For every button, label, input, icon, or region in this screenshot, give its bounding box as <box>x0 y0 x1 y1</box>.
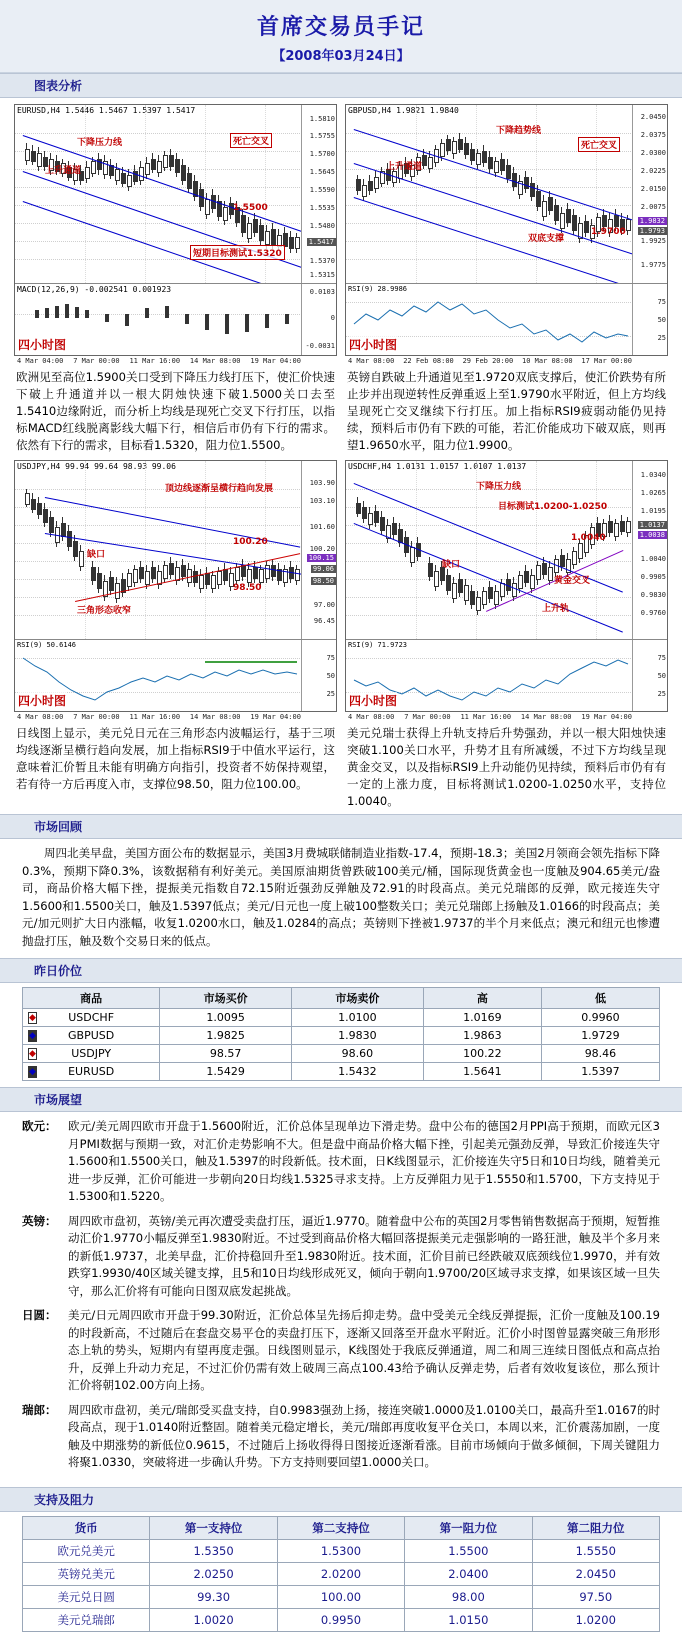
annotation-level-19700: 1.9700 <box>591 227 626 237</box>
price-tag-19832: 1.9832 <box>639 217 665 225</box>
chart-cell-eurusd <box>14 104 337 454</box>
annotation-triangle-narrowing: 三角形态收窄 <box>77 606 132 616</box>
xaxis-tick: 19 Mar 04:00 <box>250 357 301 365</box>
axis-label: 0.9760 <box>640 609 666 617</box>
review-body <box>0 839 682 958</box>
gbpusd-chart <box>345 104 668 356</box>
annotation-target-15320: 短期目标测试1.5320 <box>190 245 285 260</box>
cell-s2: 1.5300 <box>277 1539 404 1562</box>
usdchf-axis <box>632 461 667 639</box>
outlook-label-jpy: 日圆： <box>22 1308 57 1322</box>
axis-label: 0.9905 <box>640 573 666 581</box>
gbpusd-candles <box>346 105 633 283</box>
axis-label: 1.5700 <box>309 150 335 158</box>
axis-label: 1.5535 <box>309 204 335 212</box>
xaxis-tick: 19 Mar 04:00 <box>250 713 301 721</box>
current-price-tag: 1.5417 <box>308 238 334 246</box>
annotation-up-rail: 上升轨 <box>542 604 570 614</box>
xaxis-tick: 14 Mar 08:00 <box>189 713 241 721</box>
axis-label: 1.0340 <box>640 471 666 479</box>
xaxis-tick: 11 Mar 16:00 <box>129 357 181 365</box>
chart-grid <box>0 98 682 814</box>
page-title: 首席交易员手记 <box>256 15 425 40</box>
col-product: 商品 <box>23 988 160 1009</box>
axis-label: 75 <box>326 654 335 662</box>
xaxis-tick: 7 Mar 00:00 <box>73 357 120 365</box>
xaxis-tick: 29 Feb 20:00 <box>462 357 514 365</box>
usdjpy-chart <box>14 460 337 712</box>
axis-label: 0.9830 <box>640 591 666 599</box>
outlook-label-gbp: 英镑： <box>22 1213 57 1228</box>
outlook-text-chf: 周四欧市盘初，美元/瑞郎受买盘支持，自0.9983强劲上扬，接连突破1.0000及1.0100关口，最高升至1.0167的时段高点，现于1.0140附近整固。随着美元稳定增长，美元/瑞郎再度收复平仓关口，本周以来，汇价震荡加剧，一度触及中期涨势的新低位0.9615，不过随后上扬收得得日图接近逐渐看涨。目前市场倾向于做多倾徊，下周关键阻力将聚1.0330，突破将进一步确认升势。下方支持则要回望1.0000关口。 <box>68 1402 660 1469</box>
outlook-label-chf: 瑞郎： <box>22 1402 57 1417</box>
axis-label: 2.0375 <box>640 131 666 139</box>
section-header-outlook: 市场展望 <box>0 1087 682 1112</box>
axis-label: 1.5810 <box>309 115 335 123</box>
chart-cell-usdjpy <box>14 460 337 810</box>
axis-label: 1.0040 <box>640 555 666 563</box>
usdjpy-price-pane <box>15 461 336 640</box>
cell-r1: 1.5500 <box>405 1539 532 1562</box>
cell-r2: 97.50 <box>532 1585 659 1608</box>
xaxis-tick: 11 Mar 16:00 <box>460 713 512 721</box>
prices-header-row <box>23 988 660 1009</box>
eurusd-chart <box>14 104 337 356</box>
price-tag-10137: 1.0137 <box>639 521 665 529</box>
price-tag-9906: 99.06 <box>312 565 334 573</box>
cell-s2: 0.9950 <box>277 1608 404 1631</box>
section-header-charts: 图表分析 <box>0 73 682 98</box>
cell-pair: 欧元兑美元 <box>23 1539 150 1562</box>
xaxis-tick: 7 Mar 00:00 <box>73 713 120 721</box>
timeframe-label: 四小时图 <box>18 338 67 352</box>
table-row <box>23 1063 660 1081</box>
arrow-down-icon: ◆ <box>29 1031 36 1041</box>
table-row <box>23 1009 660 1027</box>
annotation-flatten-trend: 顶边线逐渐呈横行趋向发展 <box>165 484 274 494</box>
cell-bid: 98.57 <box>160 1045 292 1063</box>
usdchf-chart-header: USDCHF,H4 1.0131 1.0157 1.0107 1.0137 <box>348 462 527 471</box>
usdchf-chart <box>345 460 668 712</box>
annotation-down-pressure: 下降压力线 <box>77 138 123 148</box>
cell-r1: 98.00 <box>405 1585 532 1608</box>
support-resistance-table <box>22 1516 660 1632</box>
cell-low: 1.5397 <box>541 1063 659 1081</box>
section-header-review: 市场回顾 <box>0 814 682 839</box>
xaxis-tick: 22 Feb 08:00 <box>403 357 454 365</box>
col-high: 高 <box>423 988 541 1009</box>
gbpusd-chart-header: GBPUSD,H4 1.9821 1.9840 <box>348 106 459 115</box>
row-symbol <box>23 1009 160 1027</box>
col-resistance1: 第一阻力位 <box>405 1516 532 1539</box>
outlook-block-jpy <box>22 1307 660 1395</box>
axis-label: 97.00 <box>313 601 335 609</box>
annotation-gap: 缺口 <box>87 550 106 560</box>
col-support2: 第二支持位 <box>277 1516 404 1539</box>
xaxis-tick: 17 Mar 00:00 <box>581 357 632 365</box>
outlook-text-jpy: 美元/日元周四欧市开盘于99.30附近，汇价总体呈先扬后抑走势。盘中受美元全线反弹提振，汇价一度触及100.19的时段新高，不过随后在套盘交易平仓的卖盘打压下，逐渐又回落至开盘水平附近。汇价小时图曾显露突破三角形形态上轨的势头，短期内有望再度走强。日线图则显示，K线图处于我底反弹通道，周二和周三连续日图低点和高点抬升，反弹上升动力充足，不过汇价仍需有效上破周三高点100.43给予确认反弹走势，后者有效收复该位，那么预计汇价将朝102.00方向上扬。 <box>68 1308 660 1392</box>
col-low: 低 <box>541 988 659 1009</box>
table-row <box>23 1027 660 1045</box>
table-row <box>23 1045 660 1063</box>
xaxis-tick: 4 Mar 08:00 <box>17 713 64 721</box>
xaxis-tick: 14 Mar 08:00 <box>520 713 572 721</box>
usdchf-rsi-pane <box>346 640 667 711</box>
cell-low: 0.9960 <box>541 1009 659 1027</box>
annotation-level-9850: 98.50 <box>233 583 262 593</box>
axis-label: 103.10 <box>309 497 335 505</box>
chart-cell-gbpusd <box>345 104 668 454</box>
arrow-down-icon: ◆ <box>29 1067 36 1077</box>
xaxis-tick: 11 Mar 16:00 <box>129 713 181 721</box>
cell-high: 1.5641 <box>423 1063 541 1081</box>
cell-r2: 1.5550 <box>532 1539 659 1562</box>
xaxis-tick: 14 Mar 08:00 <box>189 357 241 365</box>
usdjpy-commentary: 日线图上显示，美元兑日元在三角形态内波幅运行，基于三项均线逐渐呈横行趋向发展，加上指标RSI9于中值水平运行，这意味着汇价暂且未能有明确方向指引，投资者不妨保持观望，若有待一方后再度入市，支撑位98.50，阻力位100.00。 <box>16 726 335 791</box>
axis-label: 50 <box>657 316 666 324</box>
annotation-level-15500: 1.5500 <box>233 203 268 213</box>
cell-bid: 1.9825 <box>160 1027 292 1045</box>
axis-label: 96.45 <box>313 617 335 625</box>
outlook-text-eur: 欧元/美元周四欧市开盘于1.5600附近，汇价总体呈现单边下滑走势。盘中公布的德国2月PPI高于预期，而欧元区3月PMI数据与预期一致，对汇价走势影响不大。但是盘中商品价格大幅下挫，引起美元强劲反弹，导致汇价接连失守1.5600和1.5500关口，触及1.5397的时段新低。技术面，日K线图显示，汇价接连失守5日和10日均线，随着美元进一步反弹，汇价可能进一步朝向20日均线1.5325寻求支持。上方反弹阻力见于1.5550和1.5700，下方支持见于1.5300和1.5220。 <box>68 1119 660 1203</box>
cell-ask: 1.9830 <box>292 1027 424 1045</box>
cell-s1: 2.0250 <box>150 1562 277 1585</box>
symbol-label: EURUSD <box>68 1065 115 1078</box>
review-text: 周四北美早盘，美国方面公布的数据显示，美国3月费城联储制造业指数-17.4，预期-18.3；美国2月领商会领先指标下降0.3%，预期下降0.3%，该数据稍有利好美元。美国原油期货曾跌破100美元/桶，国际现货黄金也一度触及904.65美元/盎司，商品价格大幅下挫，提振美元指数自72.15附近强劲反弹触及72.91的时段高点。美元兑瑞郎的反弹，欧元接连失守1.5600和1.5500关口，触及1.5397低点；美元/日元也一度上破100整数关口；美元兑瑞郎上扬触及1.0166的时段高点；美元/加元则扩大日内涨幅，收复1.0200水口，触及1.0284的高点；英镑则下挫被1.9737的半个月来低点；澳元和纽元也惨遭抛盘打压，触及数个交易日来的低点。 <box>22 846 660 948</box>
outlook-label-eur: 欧元： <box>22 1119 57 1133</box>
col-currency: 货币 <box>23 1516 150 1539</box>
usdjpy-chart-header: USDJPY,H4 99.94 99.64 98.93 99.06 <box>17 462 176 471</box>
eurusd-chart-header: EURUSD,H4 1.5446 1.5467 1.5397 1.5417 <box>17 106 196 115</box>
col-ask: 市场卖价 <box>292 988 424 1009</box>
outlook-block-gbp <box>22 1213 660 1301</box>
axis-label: 1.5480 <box>309 222 335 230</box>
usdchf-price-pane <box>346 461 667 640</box>
usdjpy-rsi-pane <box>15 640 336 711</box>
gbpusd-indicator-label: RSI(9) 28.9986 <box>348 285 408 293</box>
timeframe-label: 四小时图 <box>349 338 398 352</box>
axis-label: 50 <box>326 672 335 680</box>
cell-high: 1.9863 <box>423 1027 541 1045</box>
annotation-golden-cross: 黄金交叉 <box>554 576 591 586</box>
annotation-down-pressure: 下降压力线 <box>476 482 522 492</box>
axis-label: 101.60 <box>309 523 335 531</box>
col-bid: 市场买价 <box>160 988 292 1009</box>
axis-label: 25 <box>657 334 666 342</box>
usdchf-indicator-label: RSI(9) 71.9723 <box>348 641 408 649</box>
cell-pair: 英镑兑美元 <box>23 1562 150 1585</box>
cell-bid: 1.5429 <box>160 1063 292 1081</box>
axis-label: 2.0225 <box>640 167 666 175</box>
cell-low: 1.9729 <box>541 1027 659 1045</box>
gbpusd-xaxis <box>345 356 668 365</box>
usdchf-xaxis <box>345 712 668 721</box>
price-tag-10015: 100.15 <box>308 554 334 562</box>
outlook-block-eur <box>22 1118 660 1206</box>
cell-high: 1.0169 <box>423 1009 541 1027</box>
axis-label: 1.5370 <box>309 257 335 265</box>
cell-r2: 2.0450 <box>532 1562 659 1585</box>
axis-label: 1.0195 <box>640 507 666 515</box>
cell-pair: 美元兑日圆 <box>23 1585 150 1608</box>
annotation-level-10040: 1.0040 <box>571 533 606 543</box>
axis-label: 25 <box>326 690 335 698</box>
axis-label: 2.0300 <box>640 149 666 157</box>
axis-label: 103.90 <box>309 479 335 487</box>
section-header-support: 支持及阻力 <box>0 1487 682 1512</box>
xaxis-tick: 7 Mar 00:00 <box>404 713 451 721</box>
cell-s1: 1.5350 <box>150 1539 277 1562</box>
annotation-down-trendline: 下降趋势线 <box>496 126 542 136</box>
cell-ask: 1.5432 <box>292 1063 424 1081</box>
xaxis-tick: 10 Mar 08:00 <box>522 357 573 365</box>
timeframe-label: 四小时图 <box>349 694 398 708</box>
cell-r1: 1.0150 <box>405 1608 532 1631</box>
axis-label: 1.9925 <box>640 237 666 245</box>
table-row <box>23 1608 660 1631</box>
axis-label: 75 <box>657 654 666 662</box>
annotation-death-cross: 死亡交叉 <box>230 133 272 148</box>
xaxis-tick: 4 Mar 04:00 <box>17 357 64 365</box>
cell-r2: 1.0200 <box>532 1608 659 1631</box>
annotation-death-cross: 死亡交叉 <box>578 137 620 152</box>
table-row <box>23 1585 660 1608</box>
price-tag-10038: 1.0038 <box>639 531 665 539</box>
eurusd-commentary: 欧洲见至高位1.5900关口受到下降压力线打压下，使汇价快速下破上升通道并以一根大阴烛快速下破1.5000关口去至1.5410边缘附近，而分析上均线是现死亡交叉下行打压，以指标MACD红线脱离影线大幅下行，相信后市仍有下行的需求。依然有下行的需求，目标看1.5320，阻力位1.5500。 <box>16 370 335 452</box>
axis-label: -0.0031 <box>305 342 335 350</box>
axis-label: 75 <box>657 298 666 306</box>
cell-high: 100.22 <box>423 1045 541 1063</box>
eurusd-price-pane <box>15 105 336 284</box>
cell-pair: 美元兑瑞郎 <box>23 1608 150 1631</box>
outlook-text-gbp: 周四欧市盘初，英镑/美元再次遭受卖盘打压，逼近1.9770。随着盘中公布的英国2月零售销售数据高于预期，短暂推动汇价1.9770小幅反弹至1.9830附近。不过受到商品价格大幅回落提振美元走强影响的一路狂泄，触及半个多月来的新低1.9737，北美早盘，汇价持稳回升至1.9830附近。技术面，汇价目前已经跌破双底颈线位1.9970，并有效跌穿1.9930/40区域关键支撑，且5和10日均线形成死叉，倾向于朝向1.9700/20区域寻求支撑，如果该区域一旦失守，那么汇价将有可能向日图双底发起挑战。 <box>68 1213 660 1298</box>
axis-label: 2.0150 <box>640 185 666 193</box>
cell-bid: 1.0095 <box>160 1009 292 1027</box>
symbol-label: USDJPY <box>71 1047 112 1060</box>
eurusd-macd-pane <box>15 284 336 355</box>
symbol-label: USDCHF <box>68 1011 115 1024</box>
arrow-up-icon: ◆ <box>29 1049 36 1059</box>
axis-label: 1.5315 <box>309 271 335 279</box>
table-row <box>23 1562 660 1585</box>
gbpusd-axis <box>632 105 667 283</box>
annotation-gap: 缺口 <box>442 560 461 570</box>
section-header-prices: 昨日价位 <box>0 958 682 983</box>
axis-label: 1.0265 <box>640 489 666 497</box>
price-tag-9850: 98.50 <box>312 577 334 585</box>
cell-s1: 99.30 <box>150 1585 277 1608</box>
axis-label: 100.20 <box>309 545 335 553</box>
cell-ask: 98.60 <box>292 1045 424 1063</box>
usdchf-commentary: 美元兑瑞士获得上升轨支持后升势强劲，并以一根大阳烛快速突破1.100关口水平，升势才且有所减缓，不过下方均线呈现黄金交叉，以及指标RSI9上升动能仍见持续，预料后市仍有有一定的上涨力度，目标将测试1.0200-1.0250水平，支持位1.0040。 <box>347 726 666 808</box>
symbol-label: GBPUSD <box>68 1029 115 1042</box>
col-support1: 第一支持位 <box>150 1516 277 1539</box>
eurusd-axis <box>301 105 336 283</box>
usdjpy-axis <box>301 461 336 639</box>
page-date: 【2008年03月24日】 <box>272 49 410 64</box>
xaxis-tick: 4 Mar 08:00 <box>348 357 395 365</box>
row-symbol <box>23 1027 160 1045</box>
annotation-up-channel: 上升通道 <box>45 166 82 176</box>
timeframe-label: 四小时图 <box>18 694 67 708</box>
price-tag-19793: 1.9793 <box>639 227 665 235</box>
usdjpy-xaxis <box>14 712 337 721</box>
axis-label: 0 <box>330 314 335 322</box>
axis-label: 2.0450 <box>640 113 666 121</box>
support-header-row <box>23 1516 660 1539</box>
page-header <box>0 0 682 73</box>
xaxis-tick: 19 Mar 04:00 <box>581 713 632 721</box>
cell-low: 98.46 <box>541 1045 659 1063</box>
cell-s2: 2.0200 <box>277 1562 404 1585</box>
eurusd-xaxis <box>14 356 337 365</box>
gbpusd-commentary: 英镑自跌破上升通道见至1.9720双底支撑后，使汇价跌势有所止步并出现逆转性反弹重返上至1.9790水平附近，但上方均线呈现死亡交叉继续下行打压。加上指标RSI9疲弱动能仍见持续，预料后市仍有下跌的可能，若汇价能成功下破双底，则再望1.9650水平，阻力位1.9900。 <box>347 370 666 452</box>
axis-label: 1.5755 <box>309 132 335 140</box>
row-symbol <box>23 1045 160 1063</box>
table-row <box>23 1539 660 1562</box>
chart-cell-usdchf <box>345 460 668 810</box>
cell-s2: 100.00 <box>277 1585 404 1608</box>
arrow-up-icon: ◆ <box>29 1013 36 1023</box>
col-resistance2: 第二阻力位 <box>532 1516 659 1539</box>
axis-label: 1.5590 <box>309 186 335 194</box>
annotation-double-bottom: 双底支撑 <box>528 234 565 244</box>
cell-ask: 1.0100 <box>292 1009 424 1027</box>
annotation-target-test: 目标测试1.0200-1.0250 <box>498 502 608 512</box>
axis-label: 1.5645 <box>309 168 335 176</box>
xaxis-tick: 4 Mar 08:00 <box>348 713 395 721</box>
axis-label: 25 <box>657 690 666 698</box>
eurusd-indicator-label: MACD(12,26,9) -0.002541 0.001923 <box>17 285 172 294</box>
annotation-up-channel: 上升通道 <box>386 162 423 172</box>
gbpusd-rsi-pane <box>346 284 667 355</box>
axis-label: 1.9775 <box>640 261 666 269</box>
axis-label: 50 <box>657 672 666 680</box>
gbpusd-price-pane <box>346 105 667 284</box>
outlook-block-chf <box>22 1402 660 1472</box>
axis-label: 0.0103 <box>309 288 335 296</box>
axis-label: 2.0075 <box>640 203 666 211</box>
prices-table <box>22 987 660 1081</box>
outlook-body <box>0 1112 682 1487</box>
annotation-level-10020: 100.20 <box>233 537 268 547</box>
cell-s1: 1.0020 <box>150 1608 277 1631</box>
usdjpy-indicator-label: RSI(9) 50.6146 <box>17 641 77 649</box>
cell-r1: 2.0400 <box>405 1562 532 1585</box>
row-symbol <box>23 1063 160 1081</box>
